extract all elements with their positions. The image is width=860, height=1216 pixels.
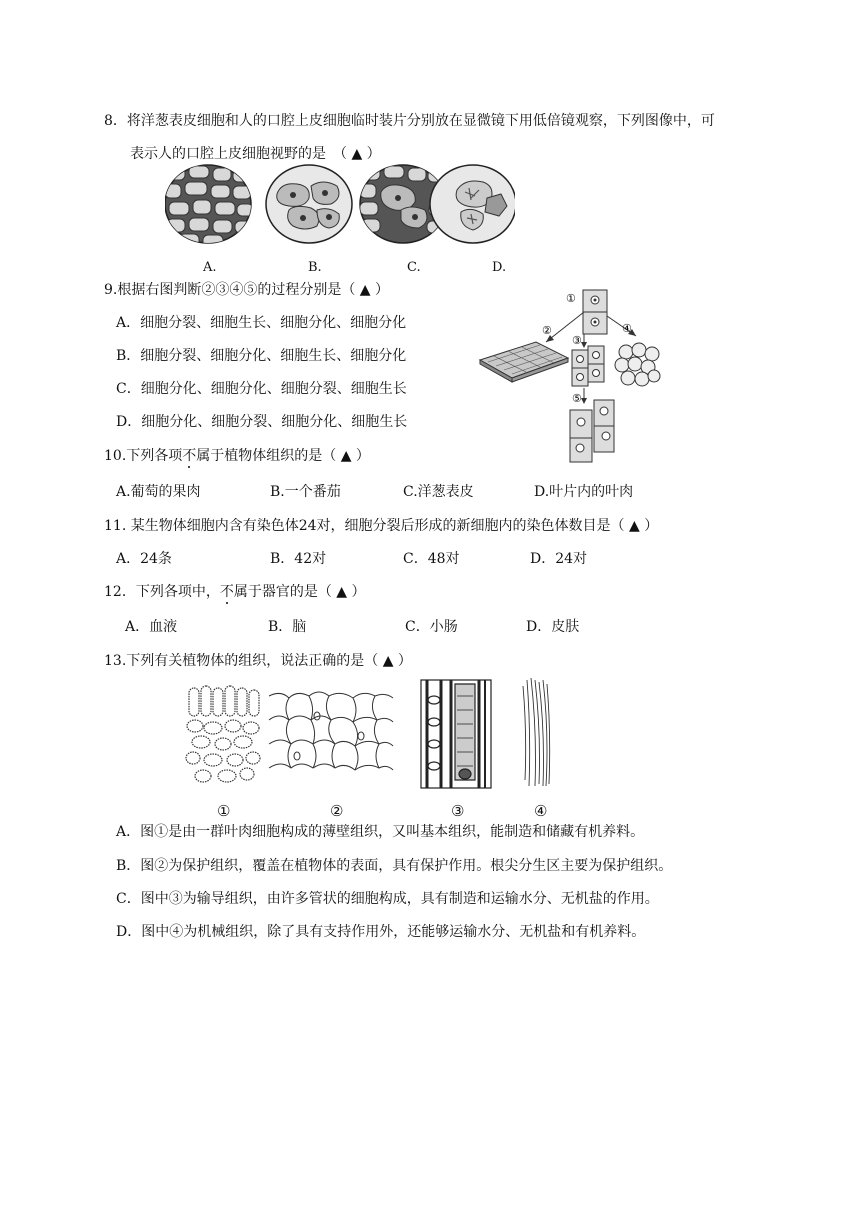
q13-fig-label-2: ②: [330, 802, 344, 820]
q8-microscope-views: [165, 164, 515, 246]
q10-option-b: B.一个番茄: [270, 484, 341, 500]
q8-stem-line2: 表示人的口腔上皮细胞视野的是 （ ▲ ）: [130, 146, 381, 162]
q13-fig-label-1: ①: [217, 802, 231, 820]
q8-stem-line1: 8．将洋葱表皮细胞和人的口腔上皮细胞临时装片分别放在显微镜下用低倍镜观察，下列图像中，可: [104, 113, 715, 129]
q12-option-c: C．小肠: [405, 619, 458, 635]
q8-label-a: A.: [203, 260, 217, 275]
q8-label-d: D.: [492, 260, 507, 275]
q9-option-d: D．细胞分化、细胞分裂、细胞分化、细胞生长: [116, 414, 408, 430]
q12-stem: 12．下列各项中，不属于器官的是（ ▲ ）: [104, 584, 366, 600]
q9-fig-label-2: ②: [542, 324, 552, 337]
q13-stem: 13.下列有关植物体的组织，说法正确的是（ ▲ ）: [104, 653, 412, 669]
q8-label-c: C.: [407, 260, 421, 275]
q11-stem: 11. 某生物体细胞内含有染色体24对，细胞分裂后形成的新细胞内的染色体数目是（ ▲ ）: [104, 518, 659, 534]
q9-cell-diagram: [476, 284, 666, 464]
q11-option-d: D．24对: [530, 551, 588, 567]
q10-option-d: D.叶片内的叶肉: [534, 484, 634, 500]
view-d-dividing-cells: [430, 165, 515, 243]
q9-fig-label-4: ④: [622, 322, 632, 335]
q13-option-a: A．图①是由一群叶肉细胞构成的薄壁组织，又叫基本组织，能制造和储藏有机养料。: [116, 824, 645, 840]
tissue-3-figure: [421, 680, 491, 788]
q10-emphasis: 不: [182, 448, 197, 464]
q12-option-a: A．血液: [125, 619, 178, 635]
q13-fig-label-3: ③: [451, 802, 465, 820]
q8-label-b: B.: [308, 260, 322, 275]
q11-option-c: C．48对: [403, 551, 460, 567]
tissue-4-figure: [523, 678, 550, 786]
q13-option-d: D．图中④为机械组织，除了具有支持作用外，还能够运输水分、无机盐和有机养料。: [116, 924, 646, 940]
tissue-1-figure: [186, 686, 260, 782]
q11-option-a: A．24条: [116, 551, 172, 567]
q9-fig-label-1: ①: [566, 292, 576, 305]
q11-option-b: B．42对: [270, 551, 327, 567]
q9-stem: 9.根据右图判断②③④⑤的过程分别是（ ▲ ）: [104, 282, 390, 298]
q13-tissue-figures: [185, 676, 565, 792]
q9-option-b: B．细胞分裂、细胞分化、细胞生长、细胞分化: [116, 348, 407, 364]
q10-stem: 10.下列各项不属于植物体组织的是（ ▲ ）: [104, 448, 370, 464]
tissue-2-figure: [269, 692, 393, 770]
q10-option-c: C.洋葱表皮: [403, 484, 474, 500]
q13-fig-label-4: ④: [534, 802, 548, 820]
q9-option-c: C．细胞分化、细胞分化、细胞分裂、细胞生长: [116, 381, 407, 397]
q9-fig-label-5: ⑤: [572, 392, 582, 405]
q12-option-d: D．皮肤: [526, 619, 580, 635]
q12-option-b: B．脑: [268, 619, 307, 635]
q13-option-c: C．图中③为输导组织，由许多管状的细胞构成，具有制造和运输水分、无机盐的作用。: [116, 891, 659, 907]
q9-fig-label-3: ③: [572, 334, 582, 347]
view-b-cheek-cells: [266, 165, 352, 243]
view-a-onion-cells: [165, 165, 253, 246]
q9-option-a: A．细胞分裂、细胞生长、细胞分化、细胞分化: [116, 315, 407, 331]
q12-emphasis: 不: [219, 584, 234, 600]
q13-option-b: B．图②为保护组织，覆盖在植物体的表面，具有保护作用。根尖分生区主要为保护组织。: [116, 858, 673, 874]
q10-option-a: A.葡萄的果肉: [116, 484, 201, 500]
